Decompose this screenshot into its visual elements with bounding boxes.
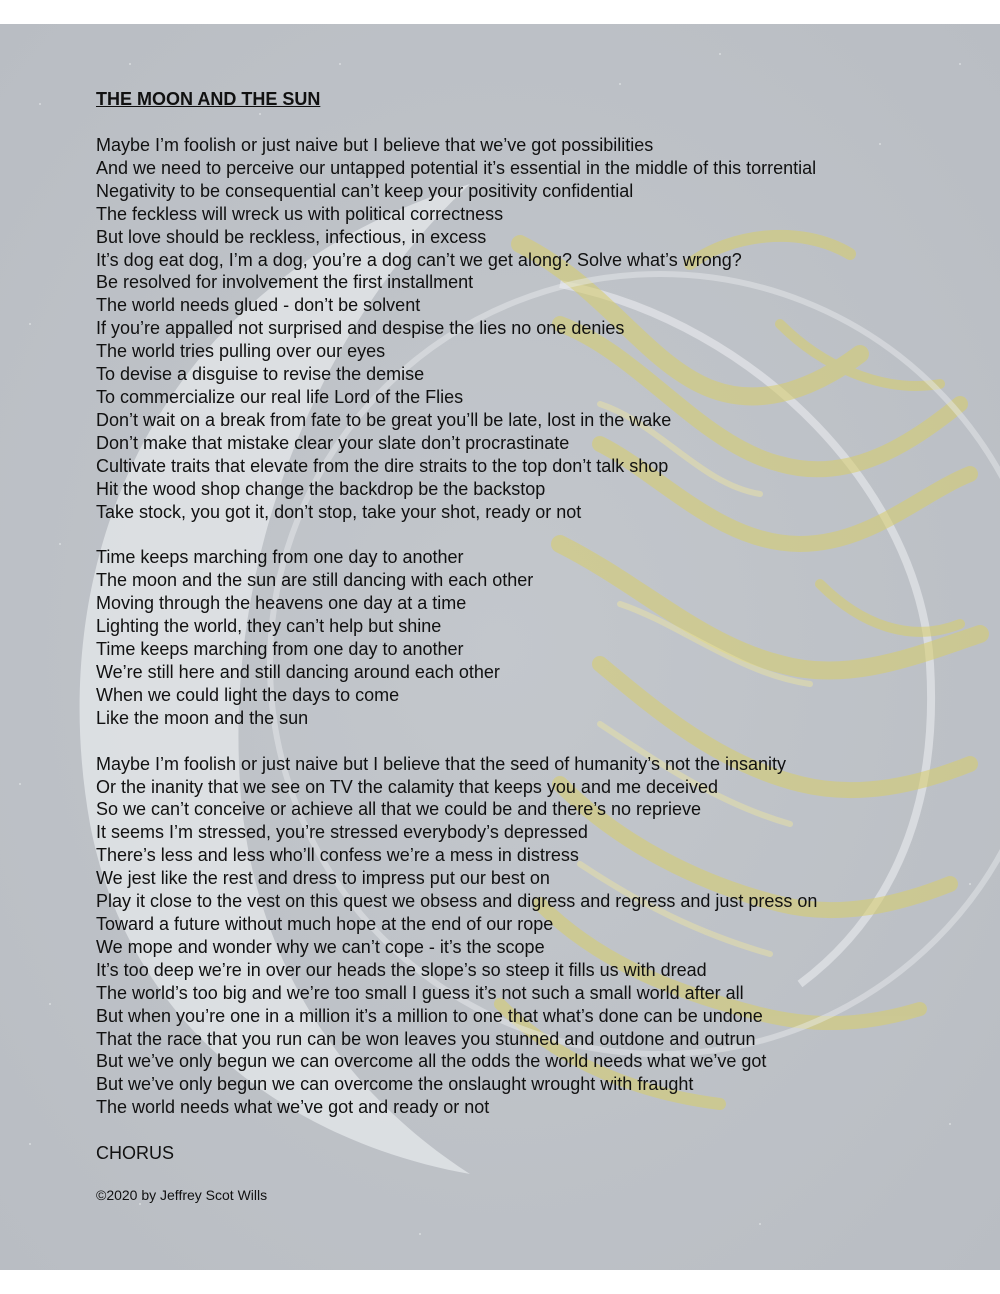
lyric-line: Take stock, you got it, don’t stop, take your shot, ready or not bbox=[96, 501, 582, 522]
chorus-label: CHORUS bbox=[96, 1143, 175, 1164]
lyric-line: Or the inanity that we see on TV the calamity that keeps you and me deceived bbox=[96, 776, 719, 797]
lyric-line: And we need to perceive our untapped potential it’s essential in the middle of this torrential bbox=[96, 157, 817, 178]
lyric-line: But when you’re one in a million it’s a million to one that what’s done can be undone bbox=[96, 1005, 763, 1026]
lyrics-content bbox=[96, 88, 976, 1204]
lyric-line: It’s dog eat dog, I’m a dog, you’re a dog can’t we get along? Solve what’s wrong? bbox=[96, 249, 742, 270]
lyric-line: When we could light the days to come bbox=[96, 684, 400, 705]
lyric-line: We mope and wonder why we can’t cope - it’s the scope bbox=[96, 936, 545, 957]
lyric-line: Like the moon and the sun bbox=[96, 707, 309, 728]
lyric-line: The feckless will wreck us with political correctness bbox=[96, 203, 504, 224]
lyric-line: The moon and the sun are still dancing with each other bbox=[96, 570, 534, 591]
lyric-line: Time keeps marching from one day to another bbox=[96, 547, 464, 568]
lyric-line: We jest like the rest and dress to impress put our best on bbox=[96, 868, 550, 889]
lyric-line: But love should be reckless, infectious, in excess bbox=[96, 226, 487, 247]
lyric-line: Moving through the heavens one day at a time bbox=[96, 593, 467, 614]
lyric-line: Toward a future without much hope at the end of our rope bbox=[96, 914, 554, 934]
lyric-line: Don’t wait on a break from fate to be great you’ll be late, lost in the wake bbox=[96, 409, 672, 430]
lyric-line: Maybe I’m foolish or just naive but I believe that the seed of humanity’s not the insanity bbox=[96, 753, 787, 774]
verse-2 bbox=[96, 753, 976, 1120]
chorus bbox=[96, 546, 976, 729]
copyright-notice: ©2020 by Jeffrey Scot Wills bbox=[96, 1187, 268, 1204]
lyric-line: It’s too deep we’re in over our heads the slope’s so steep it fills us with dread bbox=[96, 959, 707, 980]
lyric-line: So we can’t conceive or achieve all that we could be and there’s no reprieve bbox=[96, 799, 702, 820]
lyric-line: But we’ve only begun we can overcome all the odds the world needs what we’ve got bbox=[96, 1051, 767, 1072]
lyric-line: Play it close to the vest on this quest we obsess and digress and regress and just press on bbox=[96, 891, 818, 912]
lyric-line: The world needs glued - don’t be solvent bbox=[96, 295, 421, 316]
lyric-line: Time keeps marching from one day to another bbox=[96, 639, 464, 660]
lyric-line: The world tries pulling over our eyes bbox=[96, 341, 386, 362]
lyric-line: Cultivate traits that elevate from the dire straits to the top don’t talk shop bbox=[96, 455, 669, 476]
lyric-line: To commercialize our real life Lord of the Flies bbox=[96, 386, 464, 407]
lyric-line: To devise a disguise to revise the demise bbox=[96, 364, 425, 385]
lyric-line: Don’t make that mistake clear your slate don’t procrastinate bbox=[96, 432, 570, 453]
lyric-line: Negativity to be consequential can’t keep your positivity confidential bbox=[96, 180, 634, 201]
lyric-line: The world’s too big and we’re too small I guess it’s not such a small world after all bbox=[96, 982, 744, 1003]
verse-1 bbox=[96, 134, 976, 523]
lyric-line: That the race that you run can be won leaves you stunned and outdone and outrun bbox=[96, 1028, 756, 1049]
lyric-sheet-page bbox=[0, 24, 1000, 1270]
lyric-line: Be resolved for involvement the first installment bbox=[96, 272, 474, 293]
lyric-line: Hit the wood shop change the backdrop be the backstop bbox=[96, 478, 546, 499]
song-title: THE MOON AND THE SUN bbox=[96, 89, 321, 109]
lyric-line: We’re still here and still dancing around each other bbox=[96, 661, 500, 682]
lyric-line: Maybe I’m foolish or just naive but I believe that we’ve got possibilities bbox=[96, 135, 654, 155]
lyric-line: But we’ve only begun we can overcome the onslaught wrought with fraught bbox=[96, 1074, 694, 1095]
lyric-line: If you’re appalled not surprised and despise the lies no one denies bbox=[96, 318, 625, 339]
lyric-line: There’s less and less who’ll confess we’re a mess in distress bbox=[96, 845, 579, 866]
lyric-line: The world needs what we’ve got and ready or not bbox=[96, 1097, 490, 1118]
lyric-line: It seems I’m stressed, you’re stressed everybody’s depressed bbox=[96, 822, 588, 843]
lyric-line: Lighting the world, they can’t help but shine bbox=[96, 616, 442, 637]
